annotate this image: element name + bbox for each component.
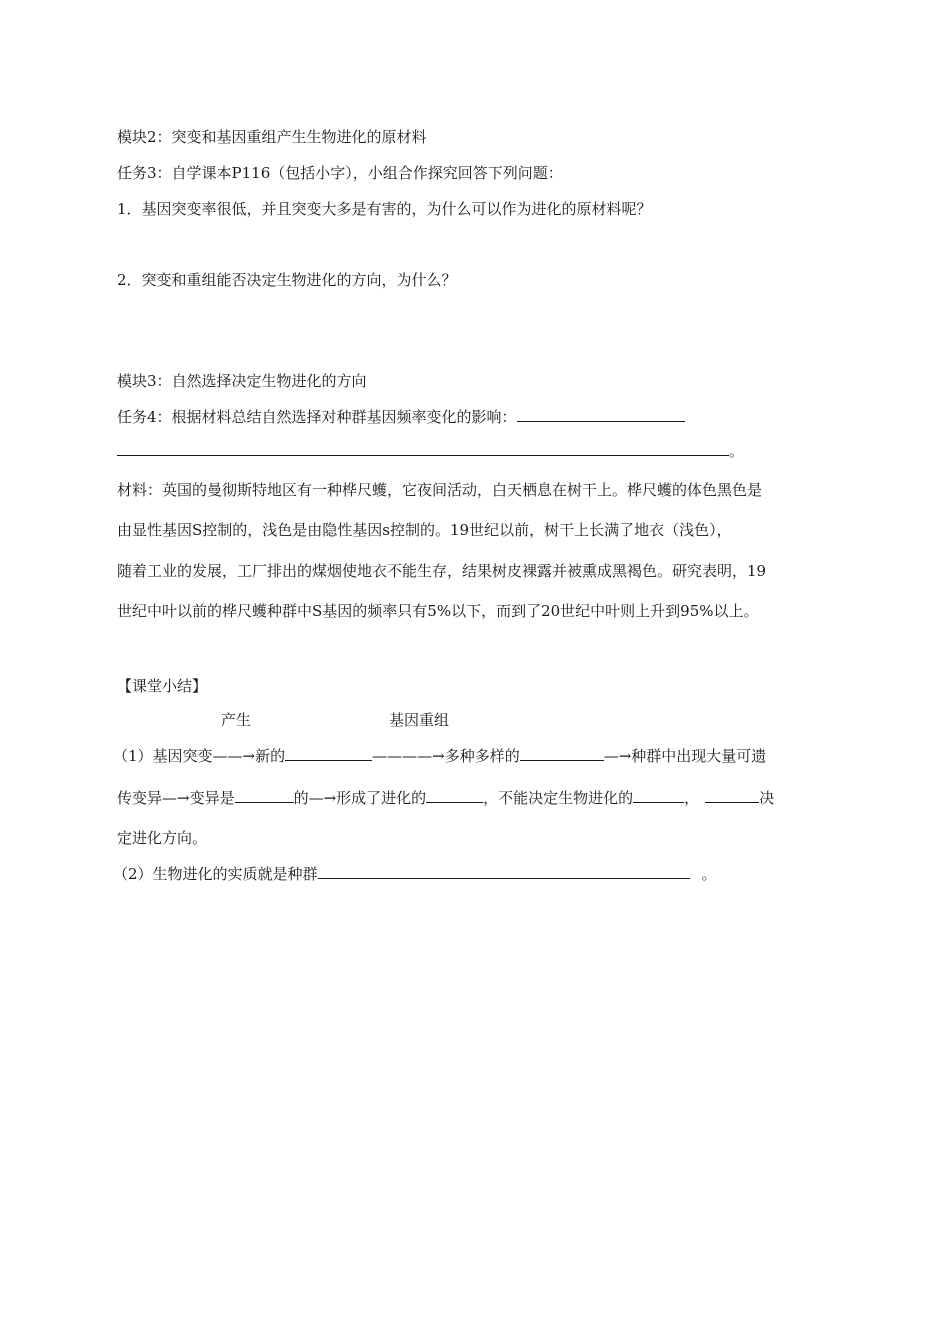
summary-text: （1）基因突变——→新的 xyxy=(113,747,286,765)
material-line-4: 世纪中叶以前的桦尺蠖种群中S基因的频率只有5%以下，而到了20世纪中叶则上升到95%以上。 xyxy=(117,602,759,620)
summary-item-1-line-1 xyxy=(113,746,766,766)
answer-blank[interactable] xyxy=(285,746,372,761)
summary-text: （2）生物进化的实质就是种群 xyxy=(113,865,318,883)
summary-item-1-line-3: 定进化方向。 xyxy=(117,829,208,847)
task4-text: 任务4：根据材料总结自然选择对种群基因频率变化的影响： xyxy=(117,408,517,426)
task3-text: 任务3：自学课本P116（包括小字），小组合作探究回答下列问题： xyxy=(117,164,563,182)
answer-blank[interactable] xyxy=(520,746,604,761)
answer-blank[interactable] xyxy=(117,441,729,456)
summary-text: 传变异—→变异是 xyxy=(117,789,235,807)
answer-blank[interactable] xyxy=(426,788,483,803)
task4-end: 。 xyxy=(729,442,745,460)
answer-blank[interactable] xyxy=(235,788,294,803)
summary-item-1-line-2 xyxy=(117,788,774,808)
question-1: 1．基因突变率很低，并且突变大多是有害的，为什么可以作为进化的原材料呢？ xyxy=(117,200,652,218)
answer-blank[interactable] xyxy=(705,788,759,803)
summary-heading: 【课堂小结】 xyxy=(117,677,208,695)
module2-heading: 模块2：突变和基因重组产生生物进化的原材料 xyxy=(117,128,427,146)
arrow-label-produce: 产生 xyxy=(221,711,252,729)
arrow-label-recombination: 基因重组 xyxy=(389,711,450,729)
material-line-2: 由显性基因S控制的，浅色是由隐性基因s控制的。19世纪以前，树干上长满了地衣（浅色）， xyxy=(117,521,732,539)
material-line-3: 随着工业的发展，工厂排出的煤烟使地衣不能生存，结果树皮裸露并被熏成黑褐色。研究表明，19 xyxy=(117,562,767,580)
answer-blank[interactable] xyxy=(633,788,684,803)
task4-continuation xyxy=(117,441,744,461)
summary-text: 决 xyxy=(759,789,775,807)
module3-heading: 模块3：自然选择决定生物进化的方向 xyxy=(117,372,367,390)
summary-text: 的—→形成了进化的 xyxy=(293,789,427,807)
summary-text: ， xyxy=(684,789,700,807)
summary-text: —→种群中出现大量可遗 xyxy=(603,747,767,765)
answer-blank[interactable] xyxy=(517,407,685,422)
summary-text: 。 xyxy=(701,865,717,883)
summary-text: ————→多种多样的 xyxy=(372,747,520,765)
summary-text: ，不能决定生物进化的 xyxy=(483,789,634,807)
summary-item-2 xyxy=(113,864,717,884)
material-line-1: 材料：英国的曼彻斯特地区有一种桦尺蠖，它夜间活动，白天栖息在树干上。桦尺蠖的体色黑色是 xyxy=(117,481,763,499)
answer-blank[interactable] xyxy=(318,864,690,879)
task4-line xyxy=(117,407,685,427)
question-2: 2．突变和重组能否决定生物进化的方向，为什么？ xyxy=(117,271,457,289)
